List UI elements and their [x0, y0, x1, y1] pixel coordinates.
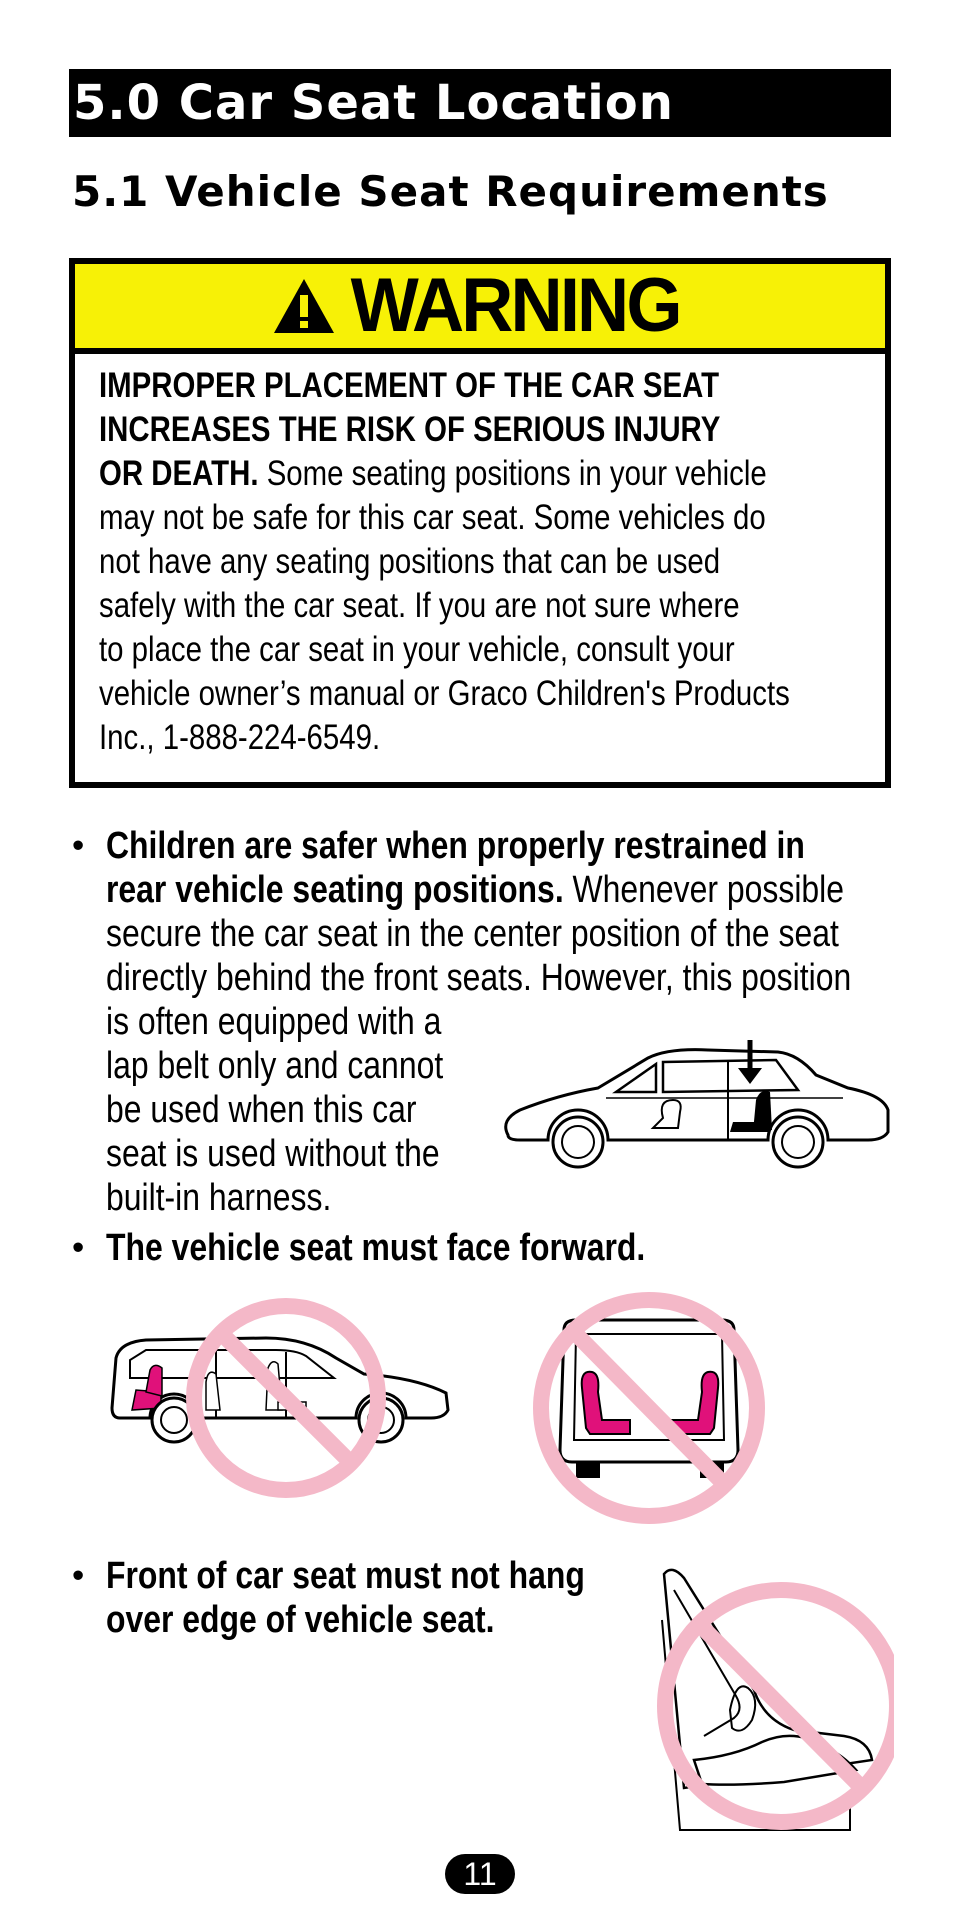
seat-overhang-prohibited-illustration — [644, 1560, 894, 1835]
warning-text — [99, 364, 790, 760]
bullet-bold-line: Children are safer when properly restrained in — [106, 825, 805, 867]
bullet-marker: • — [72, 826, 85, 865]
bullet-marker: • — [72, 1556, 85, 1595]
bullet-line: built-in harness. — [106, 1177, 332, 1219]
warning-bold-line: OR DEATH. — [99, 454, 259, 493]
bullet-line: lap belt only and cannot — [106, 1045, 444, 1087]
section-title: 5.0 Car Seat Location — [69, 69, 891, 137]
subsection-title: 5.1 Vehicle Seat Requirements — [72, 167, 829, 216]
bullet-bold-line: Front of car seat must not hang — [106, 1555, 585, 1597]
car-rear-center-seat-illustration — [498, 1040, 893, 1175]
bullet-line: secure the car seat in the center position of the seat — [106, 913, 839, 955]
page-number: 11 — [445, 1854, 515, 1894]
bullet-line: is often equipped with a — [106, 1001, 442, 1043]
warning-bold-line: INCREASES THE RISK OF SERIOUS INJURY — [99, 410, 721, 449]
bullet-line: be used when this car — [106, 1089, 417, 1131]
warning-line: Some seating positions in your vehicle — [258, 454, 767, 493]
bullet-bold-line: over edge of vehicle seat. — [106, 1599, 495, 1641]
warning-bold-line: IMPROPER PLACEMENT OF THE CAR SEAT — [99, 366, 720, 405]
warning-header — [75, 264, 885, 354]
side-facing-seats-prohibited-illustration — [106, 1298, 456, 1508]
bullet-marker: • — [72, 1228, 85, 1267]
warning-triangle-icon — [272, 277, 336, 335]
warning-line: Inc., 1-888-224-6549. — [99, 718, 381, 757]
bullet-line: Whenever possible — [563, 869, 845, 911]
warning-line: may not be safe for this car seat. Some vehicles do — [99, 498, 766, 537]
warning-line: vehicle owner’s manual or Graco Children's Products — [99, 674, 790, 713]
bullet-line: directly behind the front seats. However, this position — [106, 957, 852, 999]
bullet-seat-overhang — [106, 1554, 585, 1642]
warning-line: safely with the car seat. If you are not sure where — [99, 586, 740, 625]
bullet-bold-line: rear vehicle seating positions. — [106, 869, 564, 911]
warning-line: to place the car seat in your vehicle, consult your — [99, 630, 735, 669]
warning-line: not have any seating positions that can be used — [99, 542, 721, 581]
warning-title: WARNING — [350, 263, 680, 348]
warning-box — [69, 258, 891, 788]
rear-facing-seats-prohibited-illustration — [524, 1290, 774, 1530]
bullet-line: seat is used without the — [106, 1133, 440, 1175]
bullet-face-forward — [106, 1226, 645, 1270]
bullet-bold-line: The vehicle seat must face forward. — [106, 1227, 646, 1269]
